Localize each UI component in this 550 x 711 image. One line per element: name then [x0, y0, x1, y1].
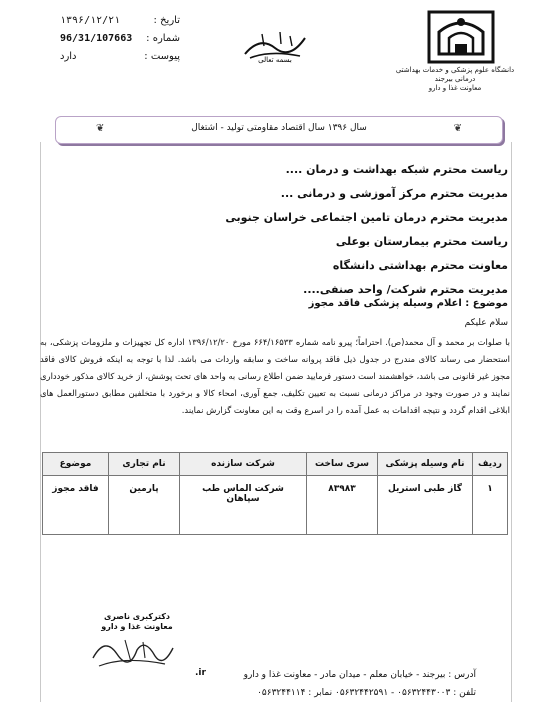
attachment-value: دارد	[60, 51, 77, 62]
cell-subject: فاقد مجوز	[43, 476, 109, 535]
attachment-label: پیوست :	[144, 51, 180, 62]
cell-brand: پارمین	[109, 476, 180, 535]
device-table	[42, 452, 508, 535]
col-manufacturer: شرکت سازنده	[180, 453, 307, 476]
date-label: تاریخ :	[153, 15, 180, 26]
bismillah-calligraphy	[240, 26, 310, 64]
university-name	[395, 66, 515, 93]
cell-row-number: ۱	[473, 476, 508, 535]
bismillah-text: بسمه تعالی	[258, 56, 292, 64]
subject-line: موضوع : اعلام وسیله پزشکی فاقد مجوز	[308, 298, 508, 309]
university-line-2: معاونت غذا و دارو	[428, 84, 482, 92]
slogan-banner	[55, 116, 503, 144]
ornament-right-icon: ❦	[453, 123, 462, 134]
addressee-item: مدیریت محترم مرکز آموزشی و درمانی ...	[280, 187, 508, 200]
addressee-item: مدیریت محترم شرکت/ واحد صنفی....	[303, 283, 508, 296]
addressee-item: ریاست محترم شبکه بهداشت و درمان ....	[285, 163, 508, 176]
cell-batch: ۸۳۹۸۳	[307, 476, 378, 535]
signatory-name: دکترکبری ناصری	[103, 612, 171, 621]
addressee-list	[88, 158, 508, 302]
footer-phones: تلفن : ۰۵۶۳۲۴۴۳۰۰۳ - ۰۵۶۳۲۴۴۲۵۹۱ نمابر : ۰۵۶۳۲۴۴۱۱۴	[257, 688, 476, 698]
col-subject: موضوع	[43, 453, 109, 476]
handwritten-signature	[85, 628, 180, 676]
col-device-name: نام وسیله پزشکی	[378, 453, 473, 476]
number-label: شماره :	[146, 33, 180, 44]
greeting: سلام علیکم	[464, 318, 508, 328]
table-row	[43, 476, 508, 535]
col-batch: سری ساخت	[307, 453, 378, 476]
addressee-item: ریاست محترم بیمارستان بوعلی	[335, 235, 508, 248]
cell-device-name: گاز طبی استریل	[378, 476, 473, 535]
table-header-row	[43, 453, 508, 476]
addressee-item: معاونت محترم بهداشتی دانشگاه	[332, 259, 508, 272]
date-value: ۱۳۹۶/۱۲/۲۱	[60, 15, 121, 26]
letter-meta	[60, 12, 180, 66]
cell-manufacturer: شرکت الماس طب سپاهان	[180, 476, 307, 535]
body-paragraph: با صلوات بر محمد و آل محمد(ص). احتراماً؛ پیرو نامه شماره ۶۶۴/۱۶۵۳۳ مورخ ۱۳۹۶/۱۲/۲۰ اداره کل تجهیزات و ملزومات پزشکی، به استحضار می رساند کالای مندرج در جدول ذیل فاقد پروانه ساخت و سابقه واردات می باشد. لذا با توجه به اینکه فروش کالای فاقد مجوز غیر قانونی می باشد، خواهشمند است دستور فرمایید ضمن اطلاع رسانی به واحد های تحت پوشش، از خرید کالای مذکور خودداری نمایند و در صورت وجود در مراکز درمانی نسبت به تعیین تکلیف، جمع آوری، امحاء کالا و برخورد با متخلفین مطابق دستورالعمل های ابلاغی اقدام گردد و نتیجه اقدامات به عمل آمده را در اسرع وقت به این معاونت گزارش نمایند.	[40, 337, 511, 415]
university-logo-icon	[425, 8, 497, 66]
col-brand: نام تجاری	[109, 453, 180, 476]
ornament-left-icon: ❦	[96, 123, 105, 134]
slogan-text: سال ۱۳۹۶ سال اقتصاد مقاومتی تولید - اشتغال	[191, 123, 367, 133]
signatory-title: معاونت غذا و دارو	[101, 622, 173, 631]
footer-address: آدرس : بیرجند - خیابان معلم - میدان مادر - معاونت غذا و دارو	[243, 670, 476, 680]
university-line-1: دانشگاه علوم پزشکی و خدمات بهداشتی درمانی بیرجند	[395, 66, 515, 83]
addressee-item: مدیریت محترم درمان تامین اجتماعی خراسان جنوبی	[225, 211, 508, 224]
col-row-number: ردیف	[473, 453, 508, 476]
footer-web: .ir	[195, 668, 206, 678]
number-value: 96/31/107663	[60, 33, 133, 44]
footer-contact	[178, 666, 476, 702]
